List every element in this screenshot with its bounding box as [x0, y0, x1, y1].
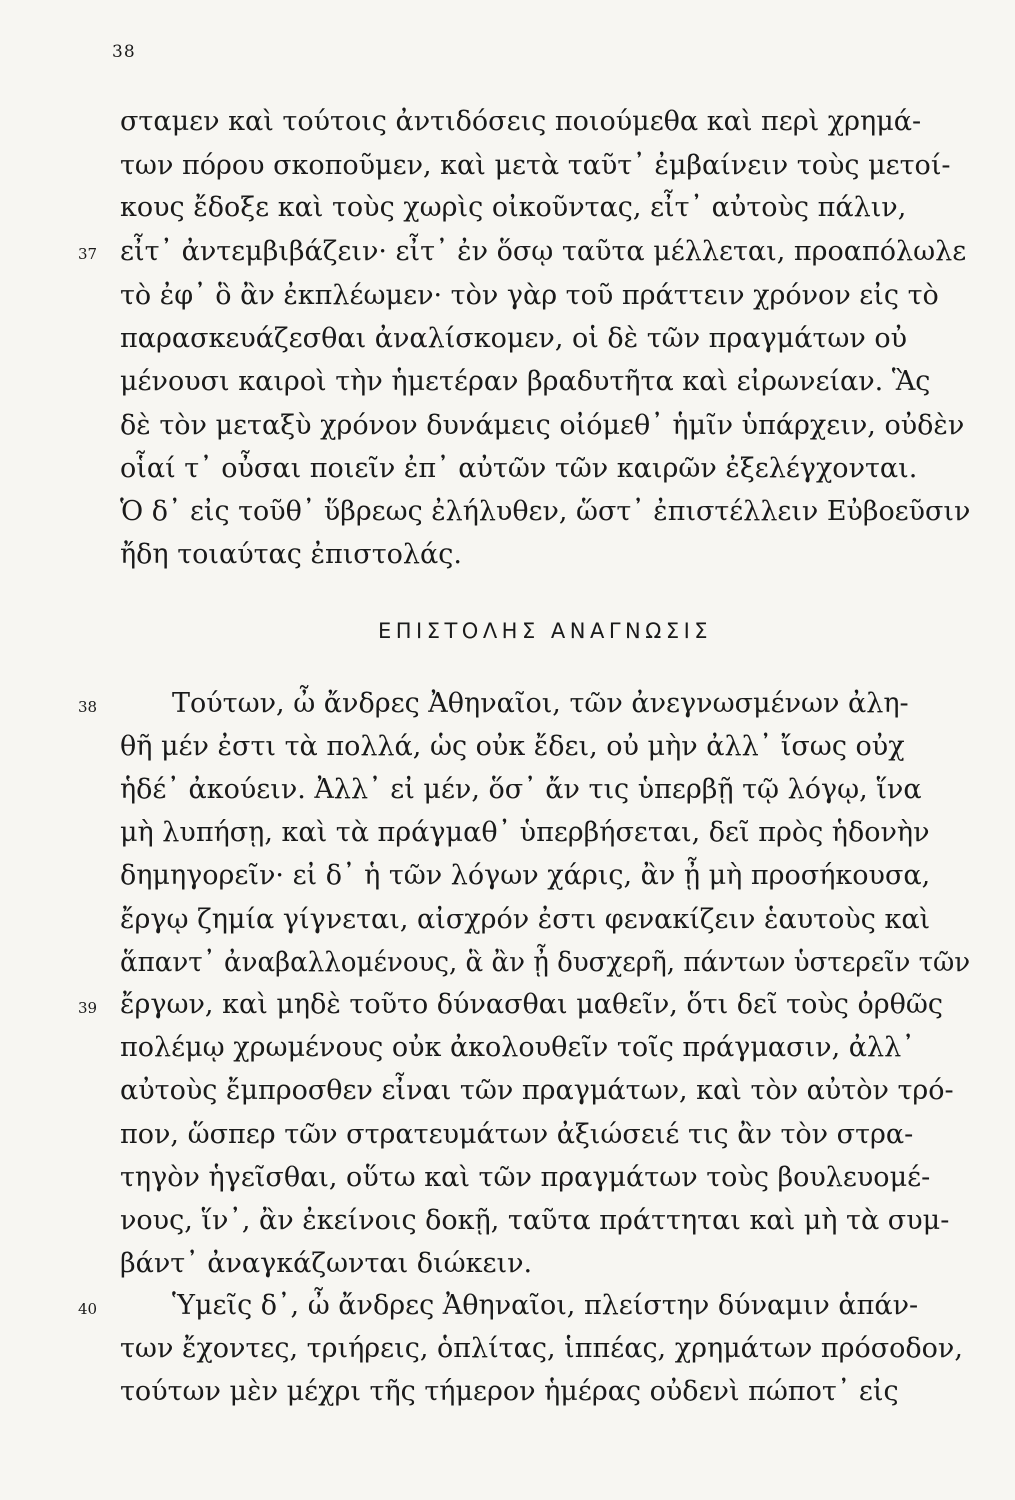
text-line: δὲ τὸν μεταξὺ χρόνον δυνάμεις οἰόμεθ᾽ ἡμῖν ὑπάρχειν, οὐδὲν: [120, 410, 965, 441]
section-number: 40: [78, 1300, 98, 1318]
text-line: θῆ μέν ἐστι τὰ πολλά, ὡς οὐκ ἔδει, οὐ μὴν ἀλλ᾽ ἴσως οὐχ: [120, 731, 905, 762]
text-line: μὴ λυπήσῃ, καὶ τὰ πράγμαθ᾽ ὑπερβήσεται, δεῖ πρὸς ἡδονὴν: [120, 817, 930, 848]
section-number: 38: [78, 698, 98, 716]
text-line: μένουσι καιροὶ τὴν ἡμετέραν βραδυτῆτα καὶ εἰρωνείαν. Ἃς: [120, 366, 931, 397]
text-line: ἔργῳ ζημία γίγνεται, αἰσχρόν ἐστι φενακίζειν ἑαυτοὺς καὶ: [120, 904, 931, 935]
text-line: σταμεν καὶ τούτοις ἀντιδόσεις ποιούμεθα καὶ περὶ χρημά-: [120, 106, 922, 137]
text-line: ἤδη τοιαύτας ἐπιστολάς.: [120, 539, 462, 570]
text-line: ἔργων, καὶ μηδὲ τοῦτο δύνασθαι μαθεῖν, ὅτι δεῖ τοὺς ὀρθῶς: [120, 989, 943, 1020]
text-line: Ὁ δ᾽ εἰς τοῦθ᾽ ὕβρεως ἐλήλυθεν, ὥστ᾽ ἐπιστέλλειν Εὐβοεῦσιν: [120, 496, 971, 527]
page-number: 38: [112, 42, 136, 62]
text-line: κους ἔδοξε καὶ τοὺς χωρὶς οἰκοῦντας, εἶτ᾽ αὐτοὺς πάλιν,: [120, 192, 907, 223]
text-line: των πόρου σκοποῦμεν, καὶ μετὰ ταῦτ᾽ ἐμβαίνειν τοὺς μετοί-: [120, 150, 951, 181]
text-line: νους, ἵν᾽, ἂν ἐκείνοις δοκῇ, ταῦτα πράττηται καὶ μὴ τὰ συμ-: [120, 1205, 950, 1236]
text-line: ἡδέ᾽ ἀκούειν. Ἀλλ᾽ εἰ μέν, ὅσ᾽ ἄν τις ὑπερβῇ τῷ λόγῳ, ἵνα: [120, 774, 922, 805]
text-line: πολέμῳ χρωμένους οὐκ ἀκολουθεῖν τοῖς πράγμασιν, ἀλλ᾽: [120, 1032, 915, 1063]
text-line: Ὑμεῖς δ᾽, ὦ ἄνδρες Ἀθηναῖοι, πλείστην δύναμιν ἁπάν-: [172, 1290, 919, 1321]
text-line: Τούτων, ὦ ἄνδρες Ἀθηναῖοι, τῶν ἀνεγνωσμένων ἀλη-: [172, 688, 909, 719]
text-line: πον, ὥσπερ τῶν στρατευμάτων ἀξιώσειέ τις ἂν τὸν στρα-: [120, 1119, 914, 1150]
text-line: οἷαί τ᾽ οὖσαι ποιεῖν ἐπ᾽ αὐτῶν τῶν καιρῶν ἐξελέγχονται.: [120, 453, 918, 484]
section-number: 37: [78, 245, 98, 263]
text-line: των ἔχοντες, τριήρεις, ὁπλίτας, ἱππέας, χρημάτων πρόσοδον,: [120, 1333, 963, 1364]
section-heading: ΕΠΙΣΤΟΛΗΣ ΑΝΑΓΝΩΣΙΣ: [377, 619, 713, 643]
text-line: τηγὸν ἡγεῖσθαι, οὕτω καὶ τῶν πραγμάτων τοὺς βουλευομέ-: [120, 1162, 931, 1193]
text-line: τὸ ἐφ᾽ ὃ ἂν ἐκπλέωμεν· τὸν γὰρ τοῦ πράττειν χρόνον εἰς τὸ: [120, 280, 939, 311]
text-line: εἶτ᾽ ἀντεμβιβάζειν· εἶτ᾽ ἐν ὅσῳ ταῦτα μέλλεται, προαπόλωλε: [120, 236, 967, 267]
text-line: βάντ᾽ ἀναγκάζωνται διώκειν.: [120, 1248, 533, 1279]
text-line: δημηγορεῖν· εἰ δ᾽ ἡ τῶν λόγων χάρις, ἂν ᾖ μὴ προσήκουσα,: [120, 860, 931, 891]
text-line: αὐτοὺς ἔμπροσθεν εἶναι τῶν πραγμάτων, καὶ τὸν αὐτὸν τρό-: [120, 1075, 954, 1106]
text-line: ἅπαντ᾽ ἀναβαλλομένους, ἃ ἂν ᾖ δυσχερῆ, πάντων ὑστερεῖν τῶν: [120, 947, 971, 978]
section-number: 39: [78, 999, 98, 1017]
text-line: τούτων μὲν μέχρι τῆς τήμερον ἡμέρας οὐδενὶ πώποτ᾽ εἰς: [120, 1376, 899, 1407]
text-line: παρασκευάζεσθαι ἀναλίσκομεν, οἱ δὲ τῶν πραγμάτων οὐ: [120, 323, 908, 354]
